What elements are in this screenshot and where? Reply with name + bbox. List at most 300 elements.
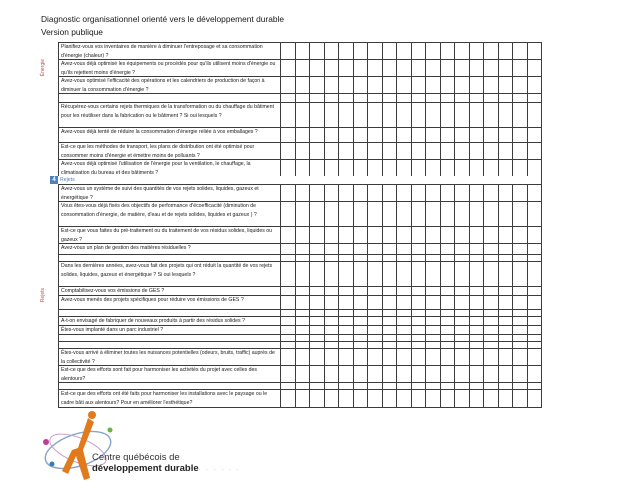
- answer-cell[interactable]: [367, 159, 382, 176]
- answer-cell[interactable]: [324, 325, 339, 334]
- answer-cell[interactable]: [454, 142, 469, 159]
- answer-cell[interactable]: [498, 127, 513, 142]
- answer-cell[interactable]: [483, 286, 498, 295]
- answer-cell[interactable]: [309, 382, 324, 389]
- answer-cell[interactable]: [512, 243, 527, 254]
- answer-cell[interactable]: [498, 59, 513, 76]
- answer-cell[interactable]: [440, 142, 455, 159]
- answer-cell[interactable]: [425, 365, 440, 382]
- answer-cell[interactable]: [440, 309, 455, 316]
- answer-cell[interactable]: [440, 382, 455, 389]
- answer-cell[interactable]: [527, 254, 542, 261]
- answer-cell[interactable]: [527, 59, 542, 76]
- answer-cell[interactable]: [295, 261, 310, 286]
- answer-cell[interactable]: [425, 261, 440, 286]
- answer-cell[interactable]: [469, 184, 484, 201]
- answer-cell[interactable]: [280, 93, 295, 102]
- answer-cell[interactable]: [512, 382, 527, 389]
- answer-cell[interactable]: [411, 261, 426, 286]
- answer-cell[interactable]: [338, 348, 353, 365]
- answer-cell[interactable]: [309, 102, 324, 127]
- answer-cell[interactable]: [338, 334, 353, 341]
- answer-cell[interactable]: [396, 184, 411, 201]
- answer-cell[interactable]: [367, 295, 382, 309]
- answer-cell[interactable]: [324, 142, 339, 159]
- answer-cell[interactable]: [353, 76, 368, 93]
- answer-cell[interactable]: [367, 365, 382, 382]
- answer-cell[interactable]: [512, 201, 527, 226]
- answer-cell[interactable]: [382, 127, 397, 142]
- answer-cell[interactable]: [440, 226, 455, 243]
- answer-cell[interactable]: [382, 59, 397, 76]
- answer-cell[interactable]: [440, 42, 455, 59]
- answer-cell[interactable]: [324, 102, 339, 127]
- answer-cell[interactable]: [396, 365, 411, 382]
- answer-cell[interactable]: [280, 295, 295, 309]
- answer-cell[interactable]: [411, 201, 426, 226]
- answer-cell[interactable]: [382, 142, 397, 159]
- answer-cell[interactable]: [309, 365, 324, 382]
- answer-cell[interactable]: [454, 325, 469, 334]
- answer-cell[interactable]: [309, 389, 324, 407]
- answer-cell[interactable]: [353, 341, 368, 348]
- answer-cell[interactable]: [512, 142, 527, 159]
- answer-cell[interactable]: [382, 382, 397, 389]
- answer-cell[interactable]: [382, 93, 397, 102]
- answer-cell[interactable]: [309, 309, 324, 316]
- answer-cell[interactable]: [411, 309, 426, 316]
- answer-cell[interactable]: [295, 102, 310, 127]
- answer-cell[interactable]: [483, 93, 498, 102]
- answer-cell[interactable]: [295, 184, 310, 201]
- answer-cell[interactable]: [367, 76, 382, 93]
- answer-cell[interactable]: [440, 243, 455, 254]
- answer-cell[interactable]: [411, 389, 426, 407]
- answer-cell[interactable]: [527, 261, 542, 286]
- answer-cell[interactable]: [353, 127, 368, 142]
- answer-cell[interactable]: [498, 341, 513, 348]
- answer-cell[interactable]: [454, 159, 469, 176]
- answer-cell[interactable]: [483, 316, 498, 325]
- answer-cell[interactable]: [324, 184, 339, 201]
- answer-cell[interactable]: [396, 76, 411, 93]
- answer-cell[interactable]: [382, 365, 397, 382]
- answer-cell[interactable]: [309, 286, 324, 295]
- answer-cell[interactable]: [324, 159, 339, 176]
- answer-cell[interactable]: [367, 334, 382, 341]
- answer-cell[interactable]: [411, 93, 426, 102]
- answer-cell[interactable]: [527, 334, 542, 341]
- answer-cell[interactable]: [425, 243, 440, 254]
- answer-cell[interactable]: [527, 286, 542, 295]
- answer-cell[interactable]: [454, 76, 469, 93]
- answer-cell[interactable]: [382, 184, 397, 201]
- answer-cell[interactable]: [425, 382, 440, 389]
- answer-cell[interactable]: [454, 295, 469, 309]
- answer-cell[interactable]: [396, 142, 411, 159]
- answer-cell[interactable]: [338, 254, 353, 261]
- answer-cell[interactable]: [367, 389, 382, 407]
- answer-cell[interactable]: [527, 365, 542, 382]
- answer-cell[interactable]: [295, 142, 310, 159]
- answer-cell[interactable]: [411, 42, 426, 59]
- answer-cell[interactable]: [338, 93, 353, 102]
- answer-cell[interactable]: [353, 334, 368, 341]
- answer-cell[interactable]: [396, 59, 411, 76]
- answer-cell[interactable]: [309, 226, 324, 243]
- answer-cell[interactable]: [440, 184, 455, 201]
- answer-cell[interactable]: [483, 127, 498, 142]
- answer-cell[interactable]: [440, 295, 455, 309]
- answer-cell[interactable]: [338, 159, 353, 176]
- answer-cell[interactable]: [527, 243, 542, 254]
- answer-cell[interactable]: [483, 201, 498, 226]
- answer-cell[interactable]: [440, 201, 455, 226]
- answer-cell[interactable]: [338, 316, 353, 325]
- answer-cell[interactable]: [527, 389, 542, 407]
- answer-cell[interactable]: [396, 382, 411, 389]
- answer-cell[interactable]: [338, 243, 353, 254]
- answer-cell[interactable]: [425, 59, 440, 76]
- answer-cell[interactable]: [353, 325, 368, 334]
- answer-cell[interactable]: [338, 309, 353, 316]
- answer-cell[interactable]: [353, 348, 368, 365]
- answer-cell[interactable]: [353, 254, 368, 261]
- answer-cell[interactable]: [353, 159, 368, 176]
- answer-cell[interactable]: [454, 254, 469, 261]
- answer-cell[interactable]: [324, 382, 339, 389]
- answer-cell[interactable]: [295, 243, 310, 254]
- answer-cell[interactable]: [483, 59, 498, 76]
- answer-cell[interactable]: [425, 325, 440, 334]
- answer-cell[interactable]: [512, 226, 527, 243]
- answer-cell[interactable]: [469, 365, 484, 382]
- answer-cell[interactable]: [396, 261, 411, 286]
- answer-cell[interactable]: [324, 316, 339, 325]
- answer-cell[interactable]: [309, 261, 324, 286]
- answer-cell[interactable]: [309, 42, 324, 59]
- answer-cell[interactable]: [469, 389, 484, 407]
- answer-cell[interactable]: [338, 184, 353, 201]
- answer-cell[interactable]: [469, 341, 484, 348]
- answer-cell[interactable]: [280, 76, 295, 93]
- answer-cell[interactable]: [280, 382, 295, 389]
- answer-cell[interactable]: [425, 127, 440, 142]
- answer-cell[interactable]: [396, 243, 411, 254]
- answer-cell[interactable]: [280, 348, 295, 365]
- answer-cell[interactable]: [353, 59, 368, 76]
- answer-cell[interactable]: [498, 365, 513, 382]
- answer-cell[interactable]: [324, 295, 339, 309]
- answer-cell[interactable]: [498, 382, 513, 389]
- answer-cell[interactable]: [324, 348, 339, 365]
- answer-cell[interactable]: [425, 316, 440, 325]
- answer-cell[interactable]: [338, 127, 353, 142]
- answer-cell[interactable]: [295, 127, 310, 142]
- answer-cell[interactable]: [454, 93, 469, 102]
- answer-cell[interactable]: [309, 254, 324, 261]
- answer-cell[interactable]: [411, 365, 426, 382]
- answer-cell[interactable]: [483, 184, 498, 201]
- answer-cell[interactable]: [309, 184, 324, 201]
- answer-cell[interactable]: [440, 59, 455, 76]
- answer-cell[interactable]: [367, 59, 382, 76]
- answer-cell[interactable]: [367, 142, 382, 159]
- answer-cell[interactable]: [483, 295, 498, 309]
- answer-cell[interactable]: [396, 348, 411, 365]
- answer-cell[interactable]: [454, 341, 469, 348]
- answer-cell[interactable]: [483, 254, 498, 261]
- answer-cell[interactable]: [295, 365, 310, 382]
- answer-cell[interactable]: [295, 309, 310, 316]
- answer-cell[interactable]: [483, 382, 498, 389]
- answer-cell[interactable]: [309, 295, 324, 309]
- answer-cell[interactable]: [367, 226, 382, 243]
- answer-cell[interactable]: [382, 76, 397, 93]
- answer-cell[interactable]: [280, 142, 295, 159]
- answer-cell[interactable]: [411, 76, 426, 93]
- answer-cell[interactable]: [469, 334, 484, 341]
- answer-cell[interactable]: [367, 286, 382, 295]
- answer-cell[interactable]: [512, 341, 527, 348]
- answer-cell[interactable]: [498, 295, 513, 309]
- answer-cell[interactable]: [469, 142, 484, 159]
- answer-cell[interactable]: [411, 159, 426, 176]
- answer-cell[interactable]: [498, 226, 513, 243]
- answer-cell[interactable]: [527, 295, 542, 309]
- answer-cell[interactable]: [483, 325, 498, 334]
- answer-cell[interactable]: [324, 261, 339, 286]
- answer-cell[interactable]: [469, 159, 484, 176]
- answer-cell[interactable]: [425, 142, 440, 159]
- answer-cell[interactable]: [425, 334, 440, 341]
- answer-cell[interactable]: [483, 261, 498, 286]
- answer-cell[interactable]: [382, 261, 397, 286]
- answer-cell[interactable]: [454, 365, 469, 382]
- answer-cell[interactable]: [512, 286, 527, 295]
- answer-cell[interactable]: [411, 184, 426, 201]
- answer-cell[interactable]: [295, 159, 310, 176]
- answer-cell[interactable]: [382, 348, 397, 365]
- answer-cell[interactable]: [498, 76, 513, 93]
- answer-cell[interactable]: [309, 348, 324, 365]
- answer-cell[interactable]: [454, 286, 469, 295]
- answer-cell[interactable]: [483, 365, 498, 382]
- answer-cell[interactable]: [425, 42, 440, 59]
- answer-cell[interactable]: [498, 159, 513, 176]
- answer-cell[interactable]: [324, 201, 339, 226]
- answer-cell[interactable]: [411, 382, 426, 389]
- answer-cell[interactable]: [440, 286, 455, 295]
- answer-cell[interactable]: [527, 316, 542, 325]
- answer-cell[interactable]: [483, 226, 498, 243]
- answer-cell[interactable]: [324, 226, 339, 243]
- answer-cell[interactable]: [512, 389, 527, 407]
- answer-cell[interactable]: [498, 142, 513, 159]
- answer-cell[interactable]: [483, 42, 498, 59]
- answer-cell[interactable]: [367, 316, 382, 325]
- answer-cell[interactable]: [338, 42, 353, 59]
- answer-cell[interactable]: [527, 201, 542, 226]
- answer-cell[interactable]: [512, 309, 527, 316]
- answer-cell[interactable]: [280, 42, 295, 59]
- answer-cell[interactable]: [454, 389, 469, 407]
- answer-cell[interactable]: [382, 254, 397, 261]
- answer-cell[interactable]: [295, 286, 310, 295]
- answer-cell[interactable]: [396, 316, 411, 325]
- answer-cell[interactable]: [469, 254, 484, 261]
- answer-cell[interactable]: [353, 226, 368, 243]
- answer-cell[interactable]: [512, 365, 527, 382]
- answer-cell[interactable]: [469, 201, 484, 226]
- answer-cell[interactable]: [367, 341, 382, 348]
- answer-cell[interactable]: [440, 93, 455, 102]
- answer-cell[interactable]: [454, 226, 469, 243]
- answer-cell[interactable]: [454, 334, 469, 341]
- answer-cell[interactable]: [309, 59, 324, 76]
- answer-cell[interactable]: [483, 76, 498, 93]
- answer-cell[interactable]: [411, 102, 426, 127]
- answer-cell[interactable]: [338, 102, 353, 127]
- answer-cell[interactable]: [295, 59, 310, 76]
- answer-cell[interactable]: [469, 226, 484, 243]
- answer-cell[interactable]: [469, 316, 484, 325]
- answer-cell[interactable]: [295, 201, 310, 226]
- answer-cell[interactable]: [469, 59, 484, 76]
- answer-cell[interactable]: [498, 243, 513, 254]
- answer-cell[interactable]: [483, 309, 498, 316]
- answer-cell[interactable]: [469, 348, 484, 365]
- answer-cell[interactable]: [512, 348, 527, 365]
- answer-cell[interactable]: [440, 341, 455, 348]
- answer-cell[interactable]: [353, 93, 368, 102]
- answer-cell[interactable]: [324, 334, 339, 341]
- answer-cell[interactable]: [382, 243, 397, 254]
- answer-cell[interactable]: [338, 389, 353, 407]
- answer-cell[interactable]: [512, 261, 527, 286]
- answer-cell[interactable]: [469, 102, 484, 127]
- answer-cell[interactable]: [527, 42, 542, 59]
- answer-cell[interactable]: [280, 226, 295, 243]
- answer-cell[interactable]: [382, 226, 397, 243]
- answer-cell[interactable]: [440, 365, 455, 382]
- answer-cell[interactable]: [454, 243, 469, 254]
- answer-cell[interactable]: [309, 76, 324, 93]
- answer-cell[interactable]: [367, 93, 382, 102]
- answer-cell[interactable]: [367, 325, 382, 334]
- answer-cell[interactable]: [367, 201, 382, 226]
- answer-cell[interactable]: [280, 309, 295, 316]
- answer-cell[interactable]: [469, 76, 484, 93]
- answer-cell[interactable]: [498, 325, 513, 334]
- answer-cell[interactable]: [498, 389, 513, 407]
- answer-cell[interactable]: [382, 325, 397, 334]
- answer-cell[interactable]: [280, 389, 295, 407]
- answer-cell[interactable]: [324, 286, 339, 295]
- answer-cell[interactable]: [396, 286, 411, 295]
- answer-cell[interactable]: [295, 93, 310, 102]
- answer-cell[interactable]: [353, 295, 368, 309]
- answer-cell[interactable]: [483, 243, 498, 254]
- answer-cell[interactable]: [382, 334, 397, 341]
- answer-cell[interactable]: [382, 201, 397, 226]
- answer-cell[interactable]: [498, 184, 513, 201]
- answer-cell[interactable]: [469, 325, 484, 334]
- answer-cell[interactable]: [382, 295, 397, 309]
- answer-cell[interactable]: [498, 286, 513, 295]
- answer-cell[interactable]: [483, 102, 498, 127]
- answer-cell[interactable]: [469, 42, 484, 59]
- answer-cell[interactable]: [425, 226, 440, 243]
- answer-cell[interactable]: [469, 243, 484, 254]
- answer-cell[interactable]: [396, 325, 411, 334]
- answer-cell[interactable]: [280, 254, 295, 261]
- answer-cell[interactable]: [512, 316, 527, 325]
- answer-cell[interactable]: [527, 309, 542, 316]
- answer-cell[interactable]: [280, 334, 295, 341]
- answer-cell[interactable]: [324, 127, 339, 142]
- answer-cell[interactable]: [338, 341, 353, 348]
- answer-cell[interactable]: [367, 243, 382, 254]
- answer-cell[interactable]: [411, 142, 426, 159]
- answer-cell[interactable]: [338, 286, 353, 295]
- answer-cell[interactable]: [440, 334, 455, 341]
- answer-cell[interactable]: [367, 309, 382, 316]
- answer-cell[interactable]: [338, 76, 353, 93]
- answer-cell[interactable]: [280, 286, 295, 295]
- answer-cell[interactable]: [396, 341, 411, 348]
- answer-cell[interactable]: [353, 201, 368, 226]
- answer-cell[interactable]: [527, 325, 542, 334]
- answer-cell[interactable]: [498, 309, 513, 316]
- answer-cell[interactable]: [440, 389, 455, 407]
- answer-cell[interactable]: [309, 325, 324, 334]
- answer-cell[interactable]: [454, 309, 469, 316]
- answer-cell[interactable]: [353, 365, 368, 382]
- answer-cell[interactable]: [440, 102, 455, 127]
- answer-cell[interactable]: [425, 76, 440, 93]
- answer-cell[interactable]: [512, 42, 527, 59]
- answer-cell[interactable]: [353, 261, 368, 286]
- answer-cell[interactable]: [295, 348, 310, 365]
- answer-cell[interactable]: [483, 341, 498, 348]
- answer-cell[interactable]: [469, 261, 484, 286]
- answer-cell[interactable]: [411, 243, 426, 254]
- answer-cell[interactable]: [382, 309, 397, 316]
- answer-cell[interactable]: [512, 59, 527, 76]
- answer-cell[interactable]: [295, 42, 310, 59]
- answer-cell[interactable]: [498, 254, 513, 261]
- answer-cell[interactable]: [498, 93, 513, 102]
- answer-cell[interactable]: [353, 286, 368, 295]
- answer-cell[interactable]: [527, 102, 542, 127]
- answer-cell[interactable]: [367, 261, 382, 286]
- answer-cell[interactable]: [425, 341, 440, 348]
- answer-cell[interactable]: [425, 348, 440, 365]
- answer-cell[interactable]: [411, 334, 426, 341]
- answer-cell[interactable]: [454, 261, 469, 286]
- answer-cell[interactable]: [512, 184, 527, 201]
- answer-cell[interactable]: [396, 389, 411, 407]
- answer-cell[interactable]: [454, 201, 469, 226]
- answer-cell[interactable]: [396, 295, 411, 309]
- answer-cell[interactable]: [440, 261, 455, 286]
- answer-cell[interactable]: [338, 325, 353, 334]
- answer-cell[interactable]: [295, 254, 310, 261]
- answer-cell[interactable]: [527, 93, 542, 102]
- answer-cell[interactable]: [454, 348, 469, 365]
- answer-cell[interactable]: [512, 254, 527, 261]
